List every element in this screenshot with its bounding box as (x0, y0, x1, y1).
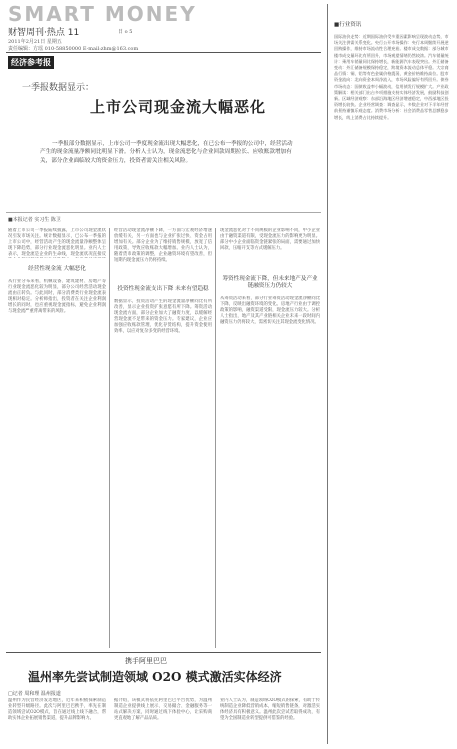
header-rule (6, 52, 321, 53)
newspaper-logo: 经济参考报 (8, 56, 54, 69)
story1-col1-subheading: 经营性现金流 大幅恶化 (28, 266, 86, 272)
story1-byline: ■本报记者 实习生 陈卫 (8, 217, 61, 223)
story1-divider (6, 212, 321, 213)
story1-col3-subheading: 筹资性现金流下降，但未来地产及产业链融资压力仍较大 (222, 276, 318, 289)
story2-column-3: 业内人士认为，制造领域O2O模式的探索，有助于传统制造企业降低营销成本，缩短销售链条，对激活实体经济具有积极意义。温州此次尝试若取得成功，有望为全国制造业转型提供可借鉴的经验。 (220, 698, 320, 722)
story1-lead: 一季报部分数据显示，上市公司一季度现金流出现大幅恶化，在已公布一季报的公司中，经营活动产生的现金流量净额同比明显下滑。分析人士认为，现金流恶化与企业回款周期拉长、应收账款增加有关，部分企业面临较大的资金压力，投资者需关注相关风险。 (40, 141, 293, 164)
story1-column-2 (114, 228, 212, 648)
section-label: 财智周刊·热点 11 (8, 28, 80, 38)
issue-date: 2011年2月21日 星期五 (8, 39, 62, 45)
story2-kicker: 携手阿里巴巴 (125, 657, 167, 665)
story1-col2-subheading: 投资性现金流支出下降 未来有望趋稳 (117, 286, 209, 292)
story1-column-3 (220, 228, 320, 648)
column-divider (215, 228, 216, 648)
story2-top-rule (6, 652, 321, 653)
story1-col3-body: 从筹资活动来看，部分行业筹资活动现金流净额同比下降，反映出融资环境的变化。房地产行业由于调控政策的影响，融资渠道受限，现金流压力较大。分析人士指出，地产及其产业链相关企业未来一段时间内融资压力仍将较大，需密切关注其现金流变化情况。 (220, 296, 320, 326)
column-divider (109, 228, 110, 648)
sidebar-divider (327, 4, 328, 744)
story2-byline: □记者 周和理 温州报道 (8, 691, 61, 697)
story1-col3-intro: 现金流恶化对于不同规模的企业影响不同，中小企业由于融资渠道有限，受现金流压力的影响更为明显。部分中小企业面临资金链紧张的局面，需要通过加快回款、压缩开支等方式缓解压力。 (220, 228, 320, 252)
page-corner: 日 o 5 (118, 29, 133, 35)
story1-kicker: 一季报数据显示： (22, 83, 95, 93)
story1-headline: 上市公司现金流大幅恶化 (90, 98, 267, 116)
story1-col2-body: 数据显示，投资活动产生的现金流量净额同比有所改善，显示企业投资扩张意愿有所下降。筹资活动现金流方面，部分企业加大了融资力度，以缓解经营现金流不足带来的资金压力。专家建议，企业应加强应收账款管理，优化存货结构，提升资金使用效率，以应对复杂多变的经营环境。 (114, 299, 212, 335)
editor-line: 责任编辑：方瑶 010-58850000 E-mail:zhm@163.com (8, 46, 139, 52)
story1-col1-body: 从行业分布来看，机械设备、建筑建材、房地产等行业现金流恶化较为明显，部分公司经营活动现金流由正转负。与此同时，部分消费类行业现金流表现相对稳定。分析师指出，投资者在关注企业利润增长的同时，也应重视现金流指标，避免企业利润与现金流严重背离带来的风险。 (8, 279, 106, 315)
story2-column-1: 温州作为民营经济发达地区，近年来积极探索制造业转型升级路径。此次与阿里巴巴携手，率先在制造领域尝试O2O模式，旨在通过线上线下融合，帮助实体企业拓展销售渠道，提升品牌影响力。 (8, 698, 106, 722)
masthead-title: SMART MONEY (8, 2, 197, 26)
story1-column-1 (8, 228, 106, 678)
sidebar-title: ■行业资讯 (334, 22, 362, 28)
sidebar-briefs: 国际油价走势：近期国际油价受多重因素影响呈现波动态势，市场关注供需关系变化。央行公开市场操作：央行本周继续开展逆回购操作，维持市场流动性合理充裕。楼市成交数据：部分城市楼市成交量环比有所回升，市场观望情绪仍然较浓。汽车销量统计：乘用车销量同比保持增长，新能源汽车表现突出。外汇储备变动：外汇储备规模保持稳定，跨境资本流动总体平稳。大宗商品行情：铜、铝等有色金属价格震荡，黄金价格维持高位。股市资金流向：北向资金本周净流入，市场风险偏好有所回升。债券市场动态：国债收益率小幅波动，信用债发行规模扩大。产业政策解读：相关部门出台多项措施支持实体经济发展，鼓励科技创新。区域经济观察：东部沿海地区经济增速稳定，中西部地区投资增长较快。企业经营调查：调查显示，多数企业对下半年经营前景持谨慎乐观态度。消费市场分析：社会消费品零售总额稳步增长，线上消费占比持续提升。 (334, 34, 449, 120)
story1-col2-intro: 经营活动现金流净额下降，一方面与宏观经济增速放缓有关，另一方面也与企业扩张过快、资金占用增加有关。部分企业为了维持销售规模，放宽了信用政策，导致应收账款大幅增加。业内人士认为，随着货币政策的调整，企业融资环境有望改善，但短期内现金流压力仍将持续。 (114, 228, 212, 264)
story1-col1-intro: 随着上市公司一季报陆续披露，上市公司现金流状况引发市场关注。统计数据显示，已公布一季报的上市公司中，经营活动产生的现金流量净额整体呈现下降趋势，部分行业现金流恶化明显。业内人士表示，现金流是企业的生命线，现金流状况直接反 (8, 228, 106, 258)
story2-headline: 温州率先尝试制造领域 O2O 模式激活实体经济 (28, 670, 282, 684)
story2-column-2: 据介绍，该模式将依托阿里巴巴平台优势，为温州制造企业提供线上展示、交易撮合、金融服务等一站式解决方案，同时通过线下体验中心，让采购商更直观地了解产品品质。 (114, 698, 212, 722)
